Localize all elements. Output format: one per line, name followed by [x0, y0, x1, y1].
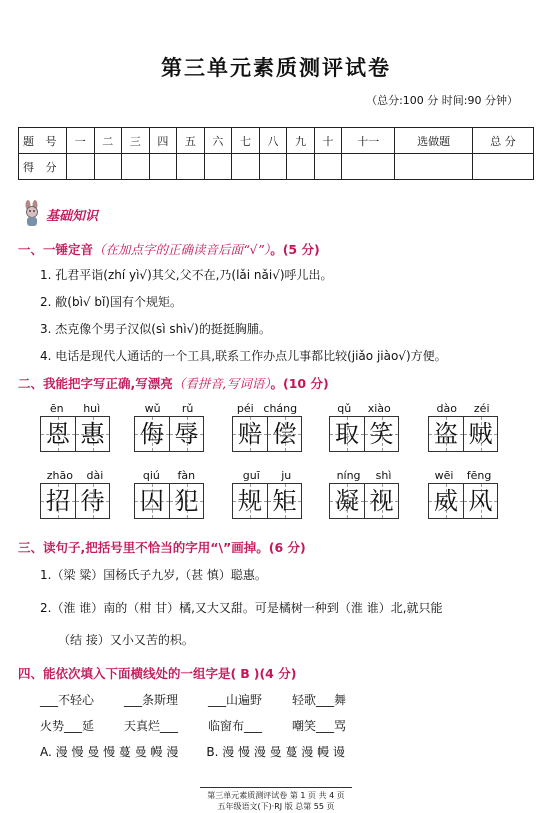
q4-option-b: B. 漫 慢 漫 曼 蔓 漫 幔 谩	[206, 745, 345, 759]
handwritten-char: 惠	[80, 420, 105, 448]
q4-blank-3: ___山遍野	[208, 693, 263, 707]
pinyin-syllable: wǔ	[144, 402, 161, 415]
score-row-label: 得 分	[19, 154, 67, 180]
pinyin-syllable: zhāo	[46, 469, 73, 482]
tianzige-cell[interactable]	[463, 484, 497, 518]
score-col-header: 六	[204, 128, 232, 154]
pinyin-label	[134, 469, 204, 483]
score-cell[interactable]	[122, 154, 150, 180]
handwritten-char: 招	[46, 487, 70, 515]
q3-item-1: 1.（梁 粱）国杨氏子九岁,（甚 慎）聪惠。	[40, 568, 267, 582]
q4-options	[40, 743, 345, 760]
word-block	[232, 402, 302, 452]
pinyin-syllable: rǔ	[181, 402, 194, 415]
page-title: 第三单元素质测评试卷	[161, 56, 391, 80]
pinyin-label	[428, 402, 498, 416]
score-cell[interactable]	[204, 154, 232, 180]
q4-row-1	[40, 691, 346, 708]
pinyin-label	[428, 469, 498, 483]
pinyin-syllable: ju	[281, 469, 292, 482]
pinyin-syllable: qǔ	[337, 402, 352, 415]
score-cell[interactable]	[67, 154, 95, 180]
section-logo	[20, 200, 98, 228]
exam-meta: （总分:100 分 时间:90 分钟）	[366, 94, 518, 107]
section-logo-text: 基础知识	[46, 208, 99, 224]
score-col-header: 三	[122, 128, 150, 154]
score-col-header: 八	[259, 128, 287, 154]
tianzige-grid	[428, 416, 498, 452]
q4-blank-5: 火势___延	[40, 719, 95, 733]
q4-blank-4: 轻歌___舞	[292, 693, 347, 707]
pinyin-syllable: níng	[336, 469, 361, 482]
score-table	[18, 127, 534, 180]
score-cell[interactable]	[232, 154, 260, 180]
word-block	[40, 402, 110, 452]
handwritten-char: 规	[238, 487, 262, 515]
score-col-header: 总 分	[473, 128, 534, 154]
pinyin-syllable: dài	[86, 469, 104, 482]
tianzige-cell[interactable]	[330, 417, 364, 451]
score-col-header: 二	[94, 128, 122, 154]
footer-book-info: 五年级语文(下)·RJ 版 总第 55 页	[217, 802, 335, 811]
pinyin-label	[232, 402, 302, 416]
tianzige-cell[interactable]	[364, 484, 398, 518]
q4-blank-1: ___不轻心	[40, 693, 95, 707]
handwritten-char: 风	[468, 487, 493, 515]
word-block	[134, 469, 204, 519]
handwritten-char: 赔	[238, 420, 262, 448]
handwritten-char: 侮	[140, 420, 164, 448]
q4-blank-7: 临窗布___	[208, 719, 263, 733]
pinyin-syllable: wēi	[434, 469, 454, 482]
pinyin-syllable: zéi	[473, 402, 490, 415]
word-block	[329, 469, 399, 519]
pinyin-label	[134, 402, 204, 416]
q4-blank-8: 嘲笑___骂	[292, 719, 347, 733]
word-block	[134, 402, 204, 452]
q4-blank-2: ___条斯理	[124, 693, 179, 707]
tianzige-grid	[428, 483, 498, 519]
footer-page-info: 第三单元素质测评试卷 第 1 页 共 4 页	[207, 791, 345, 800]
rabbit-mascot-icon	[20, 200, 44, 228]
handwritten-char: 笑	[369, 420, 394, 448]
tianzige-cell[interactable]	[429, 484, 463, 518]
tianzige-grid	[134, 416, 204, 452]
pinyin-syllable: huì	[83, 402, 101, 415]
tianzige-grid	[232, 416, 302, 452]
q4-option-a: A. 漫 慢 曼 慢 蔓 曼 幔 漫	[40, 745, 179, 759]
q4-answer: B	[240, 666, 250, 681]
pinyin-syllable: fàn	[177, 469, 196, 482]
pinyin-syllable: qiú	[142, 469, 160, 482]
pinyin-syllable: xiào	[367, 402, 391, 415]
handwritten-char: 取	[335, 420, 359, 448]
score-cell[interactable]	[287, 154, 315, 180]
tianzige-cell[interactable]	[233, 417, 267, 451]
handwritten-char: 贼	[468, 420, 493, 448]
q2-heading: 二、我能把字写正确,写漂亮（看拼音,写词语）。(10 分)	[18, 376, 329, 391]
pinyin-label	[40, 469, 110, 483]
q1-item-2: 2. 敝(bì√ bǐ)国有个规矩。	[40, 295, 182, 309]
score-cell[interactable]	[259, 154, 287, 180]
tianzige-cell[interactable]	[169, 417, 203, 451]
word-block	[428, 469, 498, 519]
word-block	[232, 469, 302, 519]
tianzige-cell[interactable]	[75, 484, 109, 518]
tianzige-cell[interactable]	[463, 417, 497, 451]
handwritten-char: 盗	[434, 420, 458, 448]
score-cell[interactable]	[342, 154, 395, 180]
q4-row-2	[40, 717, 346, 734]
score-col-header: 十一	[342, 128, 395, 154]
q1-item-1: 1. 孔君平诣(zhí yì√)其父,父不在,乃(lǎi nǎi√)呼儿出。	[40, 268, 333, 282]
pinyin-syllable: cháng	[263, 402, 298, 415]
pinyin-syllable: shì	[375, 469, 392, 482]
tianzige-cell[interactable]	[75, 417, 109, 451]
score-cell[interactable]	[94, 154, 122, 180]
q1-heading: 一、一锤定音（在加点字的正确读音后面“√”）。(5 分)	[18, 242, 320, 257]
word-block	[428, 402, 498, 452]
tianzige-grid	[329, 416, 399, 452]
tianzige-cell[interactable]	[233, 484, 267, 518]
handwritten-char: 恩	[46, 420, 70, 448]
word-block	[40, 469, 110, 519]
tianzige-grid	[40, 416, 110, 452]
q4-blank-6: 天真烂___	[124, 719, 179, 733]
tianzige-grid	[329, 483, 399, 519]
score-col-header: 九	[287, 128, 315, 154]
tianzige-grid	[40, 483, 110, 519]
word-block	[329, 402, 399, 452]
score-col-header: 选做题	[395, 128, 473, 154]
score-col-header: 五	[177, 128, 205, 154]
pinyin-syllable: guī	[242, 469, 260, 482]
score-cell[interactable]	[314, 154, 342, 180]
pinyin-label	[329, 469, 399, 483]
handwritten-char: 待	[80, 487, 105, 515]
handwritten-char: 凝	[335, 487, 359, 515]
handwritten-char: 辱	[174, 420, 199, 448]
tianzige-cell[interactable]	[267, 484, 301, 518]
handwritten-char: 矩	[272, 487, 297, 515]
pinyin-syllable: péi	[236, 402, 254, 415]
tianzige-grid	[134, 483, 204, 519]
handwritten-char: 视	[369, 487, 394, 515]
score-cell[interactable]	[177, 154, 205, 180]
q1-item-3: 3. 杰克像个男子汉似(sì shì√)的挺挺胸脯。	[40, 322, 271, 336]
pinyin-label	[232, 469, 302, 483]
pinyin-syllable: ēn	[49, 402, 64, 415]
footer-divider	[200, 787, 352, 788]
score-col-header: 十	[314, 128, 342, 154]
tianzige-cell[interactable]	[41, 417, 75, 451]
tianzige-cell[interactable]	[364, 417, 398, 451]
tianzige-cell[interactable]	[135, 484, 169, 518]
pinyin-label	[40, 402, 110, 416]
q3-item-2-cont: （结 接）又小又苦的枳。	[58, 633, 194, 647]
tianzige-cell[interactable]	[135, 417, 169, 451]
tianzige-cell[interactable]	[169, 484, 203, 518]
pinyin-syllable: dào	[436, 402, 457, 415]
q3-item-2: 2.（淮 谁）南的（柑 甘）橘,又大又甜。可是橘树一种到（淮 谁）北,就只能	[40, 601, 443, 615]
handwritten-char: 犯	[174, 487, 199, 515]
pinyin-label	[329, 402, 399, 416]
score-cell[interactable]	[149, 154, 177, 180]
tianzige-cell[interactable]	[41, 484, 75, 518]
tianzige-cell[interactable]	[330, 484, 364, 518]
q3-heading: 三、读句子,把括号里不恰当的字用“\”画掉。(6 分)	[18, 540, 306, 555]
q4-heading: 四、能依次填入下面横线处的一组字是( B )(4 分)	[18, 666, 297, 681]
score-row-label: 题 号	[19, 128, 67, 154]
tianzige-cell[interactable]	[429, 417, 463, 451]
tianzige-cell[interactable]	[267, 417, 301, 451]
pinyin-syllable: fēng	[466, 469, 492, 482]
score-cell[interactable]	[395, 154, 473, 180]
score-col-header: 七	[232, 128, 260, 154]
handwritten-char: 囚	[140, 487, 164, 515]
handwritten-char: 威	[434, 487, 458, 515]
handwritten-char: 偿	[272, 420, 297, 448]
score-cell[interactable]	[473, 154, 534, 180]
score-col-header: 四	[149, 128, 177, 154]
tianzige-grid	[232, 483, 302, 519]
q1-item-4: 4. 电话是现代人通话的一个工具,联系工作办点儿事都比较(jiǎo jiào√)方便。	[40, 349, 447, 363]
score-col-header: 一	[67, 128, 95, 154]
